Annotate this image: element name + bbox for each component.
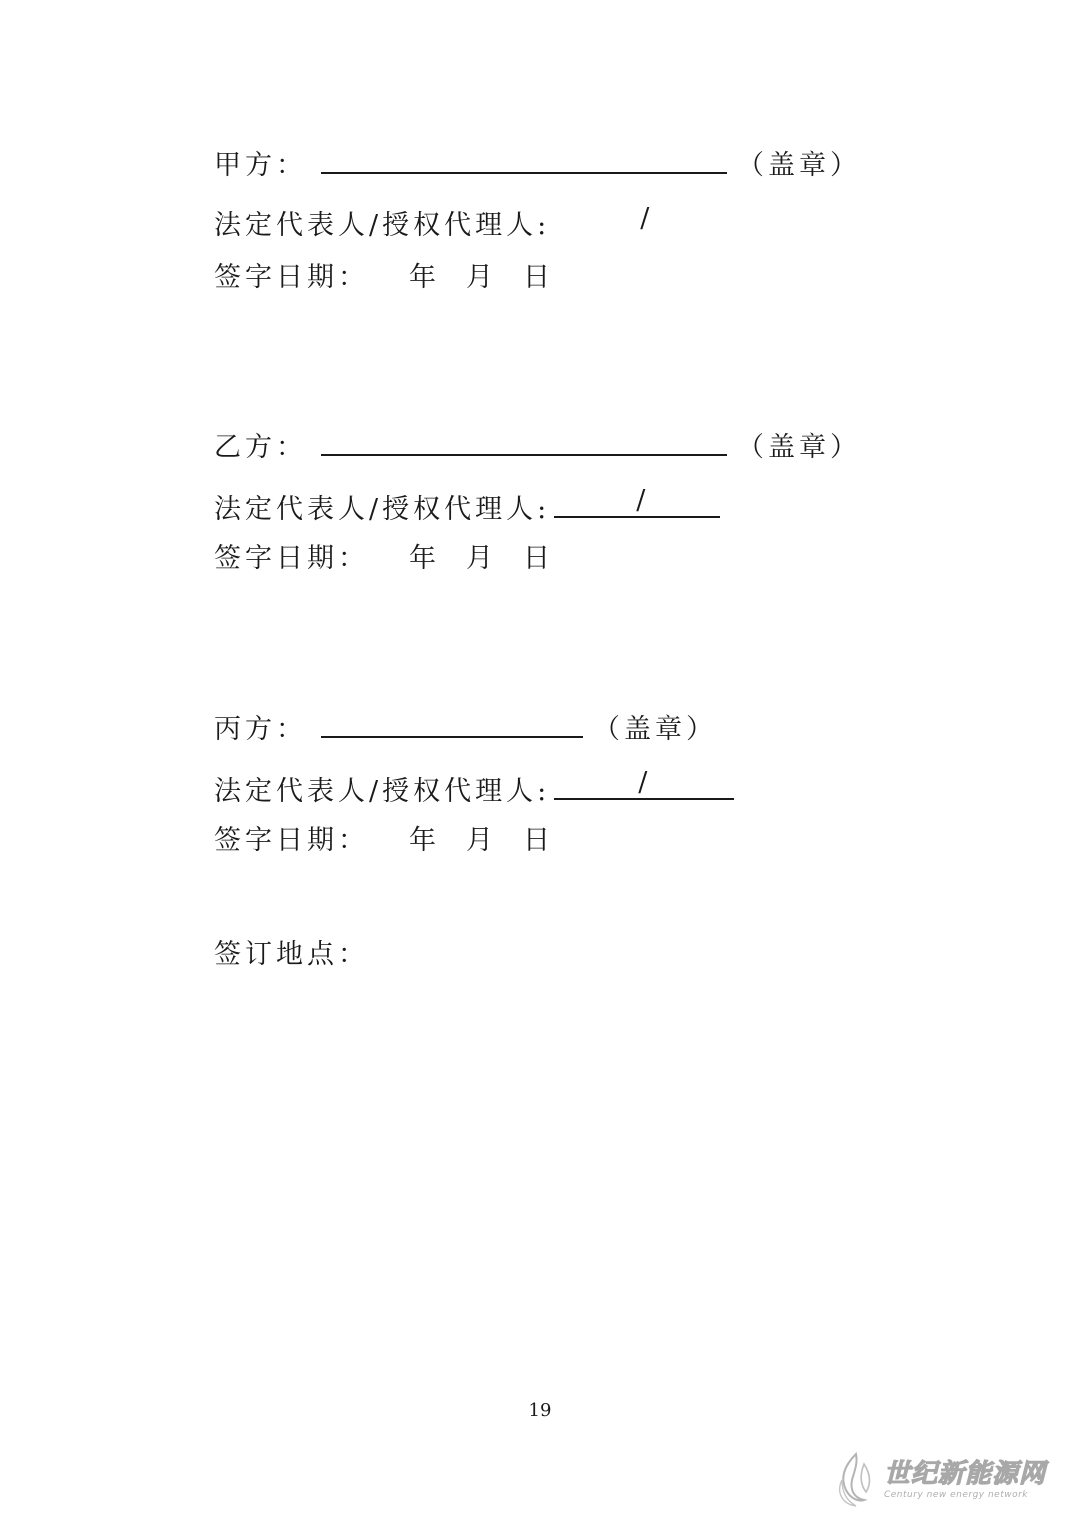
party-a-line (214, 148, 861, 183)
party-c-rep-field[interactable] (554, 768, 734, 800)
party-b-rep-line (214, 486, 720, 527)
party-c-label: 丙方： (214, 714, 307, 745)
party-a-day: 日 (523, 262, 554, 293)
party-c-day: 日 (523, 825, 554, 856)
party-a-date-label: 签字日期： (214, 262, 369, 293)
party-a-year: 年 (409, 262, 440, 293)
party-a-rep-line (214, 204, 714, 243)
party-a-label: 甲方： (214, 150, 307, 181)
party-c-date-label: 签字日期： (214, 825, 369, 856)
party-b-seal-label: （盖章） (737, 432, 861, 463)
party-b-name-field[interactable] (321, 430, 727, 456)
party-b-rep-field[interactable] (554, 486, 720, 518)
party-a-seal-label: （盖章） (737, 150, 861, 181)
party-b-month: 月 (466, 543, 497, 574)
watermark-name-en: Century new energy network (883, 1490, 1029, 1500)
party-c-date-line (214, 824, 554, 858)
party-a-date-line (214, 261, 554, 295)
party-b-line (214, 430, 861, 465)
signing-place-label: 签订地点： (214, 939, 369, 970)
party-a-rep-field[interactable] (554, 204, 714, 234)
party-c-line (214, 712, 717, 747)
party-b-label: 乙方： (214, 432, 307, 463)
page-number: 19 (528, 1400, 552, 1421)
party-a-rep-label: 法定代表人/授权代理人: (214, 210, 551, 241)
party-b-rep-separator: / (636, 485, 646, 516)
party-a-name-field[interactable] (321, 148, 727, 174)
party-a-rep-separator: / (640, 203, 650, 234)
party-c-year: 年 (409, 825, 440, 856)
watermark (830, 1450, 1046, 1510)
party-b-year: 年 (409, 543, 440, 574)
party-c-rep-label: 法定代表人/授权代理人: (214, 776, 551, 807)
party-a-month: 月 (466, 262, 497, 293)
party-c-month: 月 (466, 825, 497, 856)
signing-place-line (214, 938, 369, 972)
party-b-rep-label: 法定代表人/授权代理人: (214, 494, 551, 525)
party-b-date-line (214, 542, 554, 576)
watermark-name-cn: 世纪新能源网 (883, 1459, 1046, 1489)
flame-swirl-logo-icon (830, 1450, 880, 1510)
party-b-day: 日 (523, 543, 554, 574)
party-c-seal-label: （盖章） (593, 714, 717, 745)
party-c-rep-separator: / (638, 767, 648, 798)
party-c-name-field[interactable] (321, 712, 583, 738)
party-b-date-label: 签字日期： (214, 543, 369, 574)
party-c-rep-line (214, 768, 734, 809)
